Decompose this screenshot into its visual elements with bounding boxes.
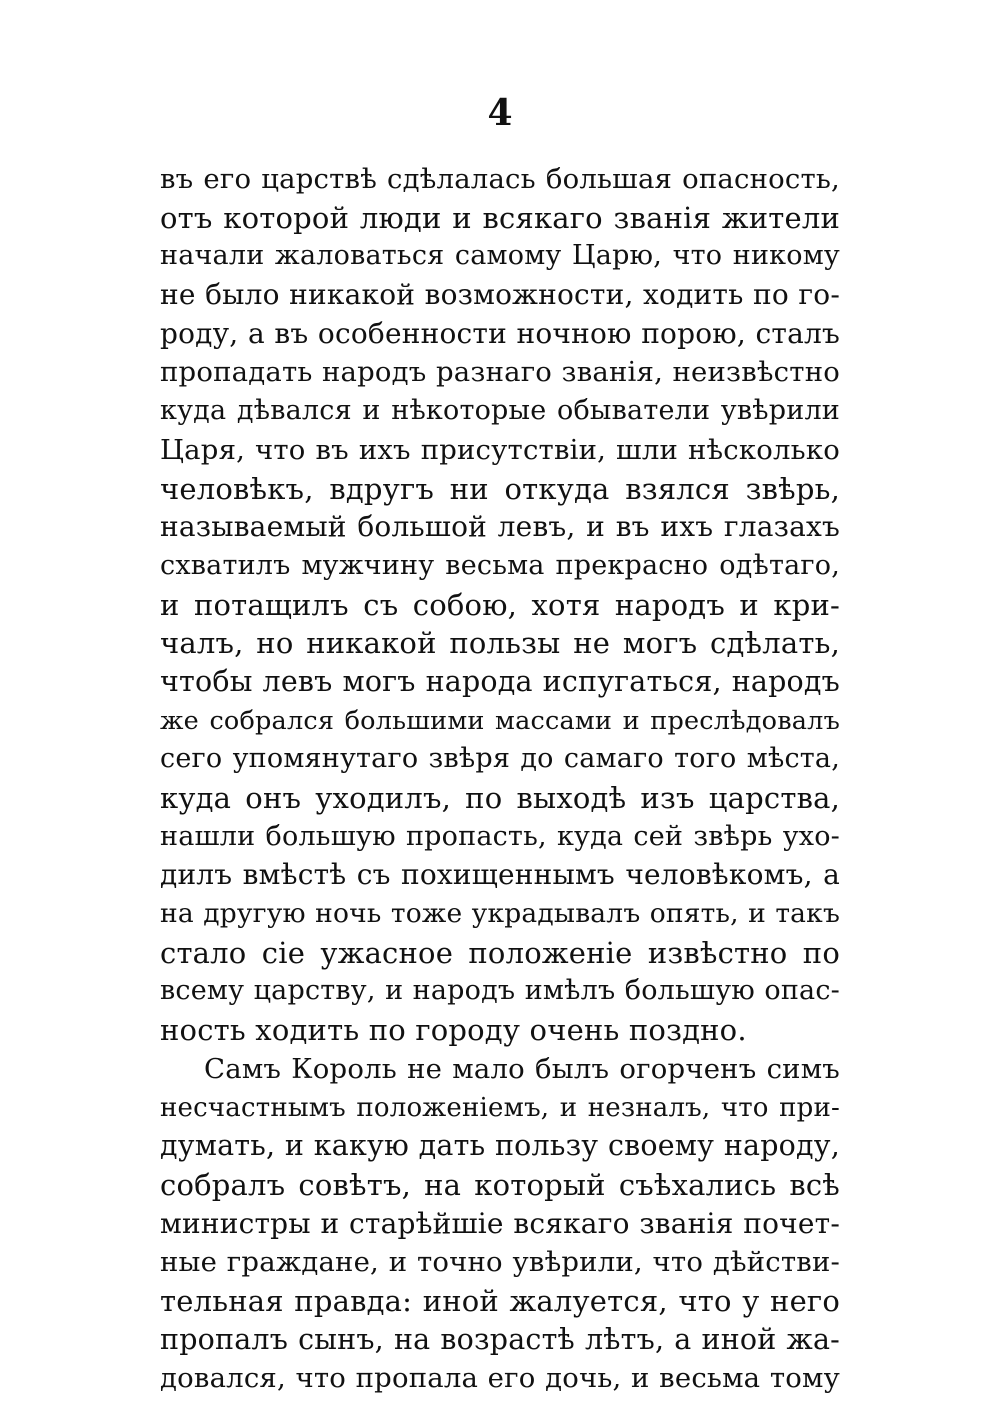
text-line: Царя, что въ ихъ присутствіи, шли нѣсколько bbox=[160, 433, 840, 466]
text-line: собралъ совѣтъ, на который съѣхались всѣ bbox=[160, 1167, 840, 1202]
text-line: пропадать народъ разнаго званія, неизвѣстно bbox=[160, 356, 840, 389]
text-line: схватилъ мужчину весьма прекрасно одѣтаго, bbox=[160, 549, 840, 581]
text-line: думать, и какую дать пользу своему народу, bbox=[160, 1129, 840, 1163]
text-line: начали жаловаться самому Царю, что никому bbox=[160, 240, 840, 272]
text-line: дилъ вмѣстѣ съ похищеннымъ человѣкомъ, а bbox=[160, 858, 840, 892]
text-line: пропалъ сынъ, на возрастѣ лѣтъ, а иной жа- bbox=[160, 1322, 840, 1356]
text-line: называемый большой левъ, и въ ихъ глазахъ bbox=[160, 510, 840, 544]
text-line: довался, что пропала его дочь, и весьма тому bbox=[160, 1362, 840, 1395]
text-line: Самъ Король не мало былъ огорченъ симъ bbox=[204, 1052, 840, 1085]
text-line: чалъ, но никакой пользы не могъ сдѣлать, bbox=[160, 626, 840, 661]
text-line: стало сіе ужасное положеніе извѣстно по bbox=[160, 935, 840, 970]
text-line: куда дѣвался и нѣкоторые обыватели увѣрили bbox=[160, 395, 840, 427]
text-line: несчастнымъ положеніемъ, и незналъ, что при- bbox=[160, 1092, 840, 1123]
text-line: ные граждане, и точно увѣрили, что дѣйстви- bbox=[160, 1246, 840, 1279]
text-line: чтобы левъ могъ народа испугаться, народъ bbox=[160, 664, 840, 698]
text-line: и потащилъ съ собою, хотя народъ и кри- bbox=[160, 587, 840, 622]
text-line: сего упомянутаго звѣря до самаго того мѣста, bbox=[160, 743, 840, 775]
body-text bbox=[160, 160, 840, 1398]
text-line: тельная правда: иной жалуется, что у него bbox=[160, 1283, 840, 1318]
text-line: министры и старѣйшіе всякаго званія почет- bbox=[160, 1206, 840, 1240]
text-line: на другую ночь тоже украдывалъ опять, и такъ bbox=[160, 898, 840, 930]
text-line: нашли большую пропасть, куда сей звѣрь ухо- bbox=[160, 820, 840, 852]
text-line: не было никакой возможности, ходить по го- bbox=[160, 278, 840, 312]
page-number: 4 bbox=[487, 92, 513, 134]
text-line: ность ходить по городу очень поздно. bbox=[160, 1013, 747, 1048]
text-line: же собрался большими массами и преслѣдовалъ bbox=[160, 705, 840, 736]
text-line: человѣкъ, вдругъ ни откуда взялся звѣрь, bbox=[160, 471, 840, 506]
text-line: всему царству, и народъ имѣлъ большую опас- bbox=[160, 975, 840, 1007]
text-line: въ его царствѣ сдѣлалась большая опасность, bbox=[160, 163, 840, 195]
text-line: отъ которой люди и всякаго званія жители bbox=[160, 200, 840, 235]
text-line: куда онъ уходилъ, по выходѣ изъ царства, bbox=[160, 781, 840, 815]
text-line: роду, а въ особенности ночною порою, сталъ bbox=[160, 316, 840, 350]
